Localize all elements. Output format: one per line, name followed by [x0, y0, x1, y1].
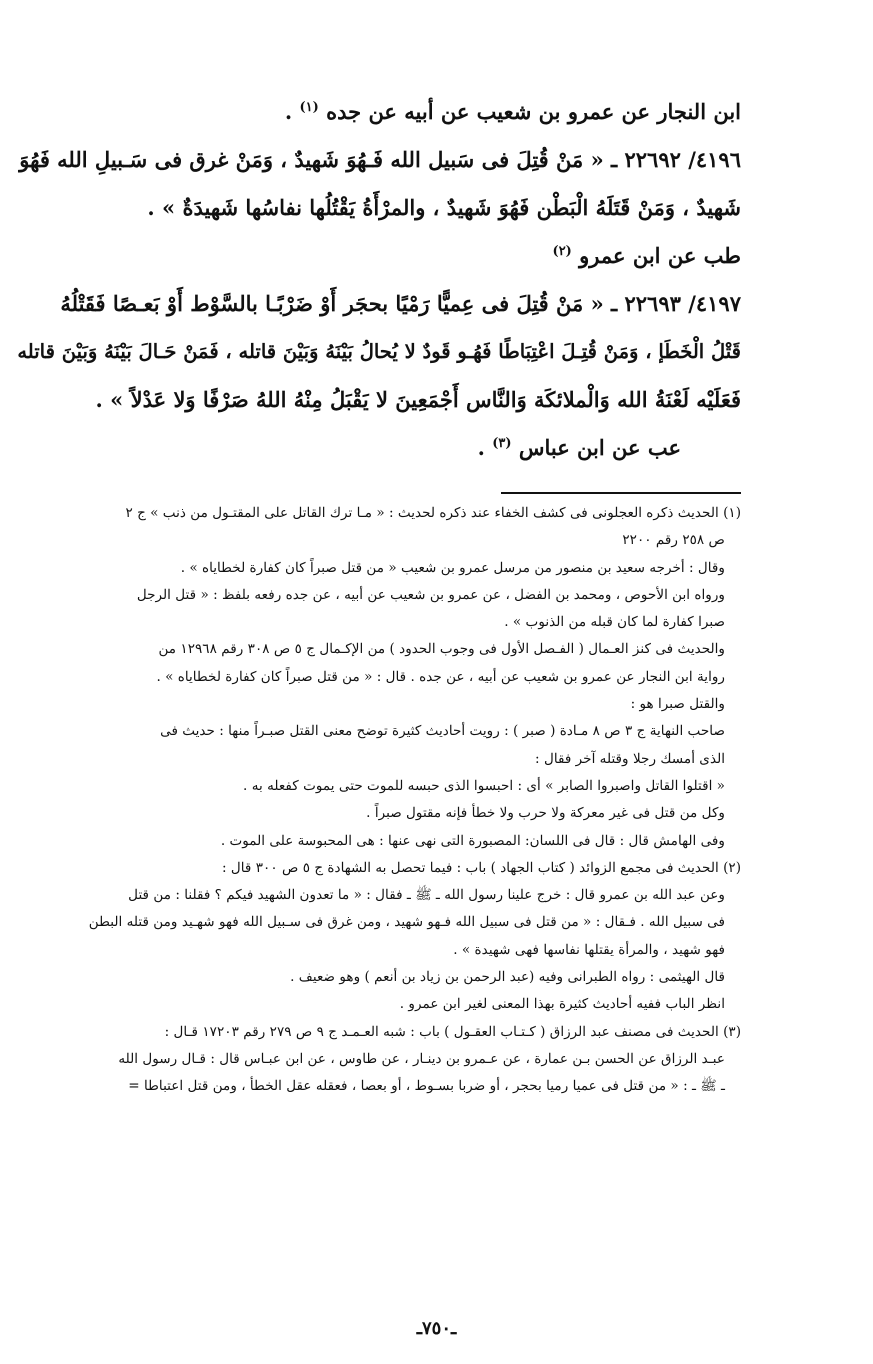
footnote-line: صبرا كفارة لما كان قبله من الذنوب » .: [504, 614, 725, 631]
hadith-4196-line-2: [131, 184, 741, 232]
source-line: ابن النجار عن عمرو بن شعيب عن أبيه عن جده $^{(١)}$ .: [284, 99, 741, 124]
source-text: طب عن ابن عمرو: [579, 243, 741, 268]
hadith-4196-source: [131, 232, 741, 280]
footnote-line: قال الهيثمى : رواه الطبرانى وفيه (عبد الرحمن بن زياد بن أنعم ) وهو ضعيف .: [290, 969, 725, 986]
footnote-line: (٣) الحديث فى مصنف عبد الرزاق ( كـتـاب العقـول ) باب : شبه العـمـد ج ٩ ص ٢٧٩ رقم ١٧٢٠٣ قـال :: [164, 1023, 741, 1040]
footnote-line: وكل من قتل فى غير معركة ولا حرب ولا خطأ فإنه مقتول صبراً .: [366, 805, 725, 822]
footnote-line: (١) الحديث ذكره العجلونى فى كشف الخفاء عند ذكره لحديث : « مـا ترك القاتل على المقتـول من ذنب » ج ٢: [125, 505, 741, 521]
source-text: عب عن ابن عباس: [518, 435, 681, 460]
footnote-divider: [501, 492, 741, 494]
hadith-text: ـ « مَنْ قُتِلَ فى سَبيل الله فَـهُوَ شَهيدٌ ، وَمَنْ غرق فى سَـبيلِ الله فَهُوَ: [19, 147, 618, 172]
source-text: ابن النجار عن عمرو بن شعيب عن أبيه عن جده: [326, 99, 741, 124]
hadith-4197-line-2: [17, 328, 741, 376]
footnote-line: فهو شهيد ، والمرأة يقتلها نفاسها فهى شهيدة » .: [453, 941, 725, 958]
footnote-line: رواية ابن النجار عن عمرو بن شعيب عن أبيه ، عن جده . قال : « من قتل صبراً كان كفارة لخطاياه » .: [156, 668, 725, 685]
footnote-line: عبـد الرزاق عن الحسن بـن عمارة ، عن عـمرو بن دينـار ، عن طاوس ، عن ابن عبـاس قال : قـال رسول الله: [118, 1050, 725, 1067]
footnote-ref-3: (٣): [492, 436, 512, 451]
hadith-text: ـ « مَنْ قُتِلَ فى عِميًّا رَمْيًا بحجَر أَوْ ضَرْبًـا بالسَّوْط أَوْ بَعـصًا فَقَتْلُهُ: [60, 291, 618, 316]
hadith-4197-line-3: [95, 376, 741, 424]
footnote-line: (٢) الحديث فى مجمع الزوائد ( كتاب الجهاد ) باب : فيما تحصل به الشهادة ج ٥ ص ٣٠٠ قال :: [221, 859, 741, 876]
footnote-line: الذى أمسك رجلا وقتله آخر فقال :: [535, 750, 725, 767]
hadith-text: فَعَلَيْه لَعْنَةُ الله وَالْملائكَة وَالنَّاس أَجْمَعِينَ لا يَقْبَلُ مِنْهُ اللهُ صَرْفًا وَلا عَدْلاً » .: [95, 387, 741, 412]
footnote-line: فى سبيل الله . فـقال : « من قتل فى سبيل الله فـهو شهيد ، ومن غرق فى سـبيل الله فهو شهـيد ومن قتله البطن: [88, 914, 725, 931]
footnotes: [88, 500, 741, 1101]
hadith-4196-line-1: [19, 136, 741, 184]
footnote-line: صاحب النهاية ج ٣ ص ٨ مـادة ( صبر ) : رويت أحاديث كثيرة توضح معنى القتل صبـراً منها : حديث فى: [160, 723, 725, 740]
footnote-line: وفى الهامش قال : قال فى اللسان: المصبورة التى نهى عنها : هى المحبوسة على الموت .: [220, 832, 725, 849]
main-text: [17, 88, 741, 472]
footnote-line: ص ٢٥٨ رقم ٢٢٠٠: [622, 532, 725, 549]
footnote-line: انظر الباب ففيه أحاديث كثيرة بهذا المعنى لغير ابن عمرو .: [399, 996, 725, 1013]
footnote-line: ـ ﷺ ـ : « من قتل فى عميا رميا بحجر ، أو ضربا بسـوط ، أو بعصا ، فعقله عقل الخطأ ، ومن قتل اعتباطا =: [128, 1078, 725, 1095]
hadith-number: ٤١٩٦/ ٢٢٦٩٢: [624, 147, 741, 172]
page-number: ـ٧٥٠ـ: [416, 1318, 457, 1339]
footnote-line: والقتل صبرا هو :: [630, 696, 725, 713]
footnote-ref-1: (١): [299, 100, 319, 115]
hadith-4197-line-1: [60, 280, 741, 328]
footnote-line: « اقتلوا القاتل واصبروا الصابر » أى : احبسوا الذى حبسه للموت حتى يموت كفعله به .: [243, 777, 725, 794]
hadith-text: شَهيدٌ ، وَمَنْ قَتَلَهُ الْبَطْن فَهُوَ شَهيدٌ ، والمرْأَةُ يَقْتُلُها نفاسُها شَهيدَةٌ » .: [147, 195, 741, 220]
footnote-line: وقال : أخرجه سعيد بن منصور من مرسل عمرو بن شعيب « من قتل صبراً كان كفارة لخطاياه » .: [180, 559, 725, 576]
footnote-line: ورواه ابن الأحوص ، ومحمد بن الفضل ، عن عمرو بن شعيب عن أبيه ، عن جده رفعه بلفظ : « قتل الرجل: [136, 586, 725, 603]
hadith-text: قَتْلُ الْخَطَإ ، وَمَنْ قُتِـلَ اعْتِبَاطًا فَهُـو قَودٌ لا يُحالُ بَيْنَهُ وَبَيْنَ قاتله ، فَمَنْ حَـالَ بَيْنَهُ وَبَيْنَ قاتله: [17, 340, 741, 363]
hadith-number: ٤١٩٧/ ٢٢٦٩٣: [624, 291, 741, 316]
hadith-4197-source: عب عن ابن عباس $^{(٣)}$ .: [477, 435, 681, 460]
footnote-ref-2: (٢): [552, 244, 572, 259]
footnote-line: والحديث فى كنز العـمال ( الفـصل الأول فى وجوب الحدود ) من الإكـمال ج ٥ ص ٣٠٨ رقم ١٢٩٦٨ من: [158, 641, 725, 658]
footnote-line: وعن عبد الله بن عمرو قال : خرج علينا رسول الله ـ ﷺ ـ فقال : « ما تعدون الشهيد فيكم ؟ فقلنا : من قتل: [128, 887, 725, 904]
